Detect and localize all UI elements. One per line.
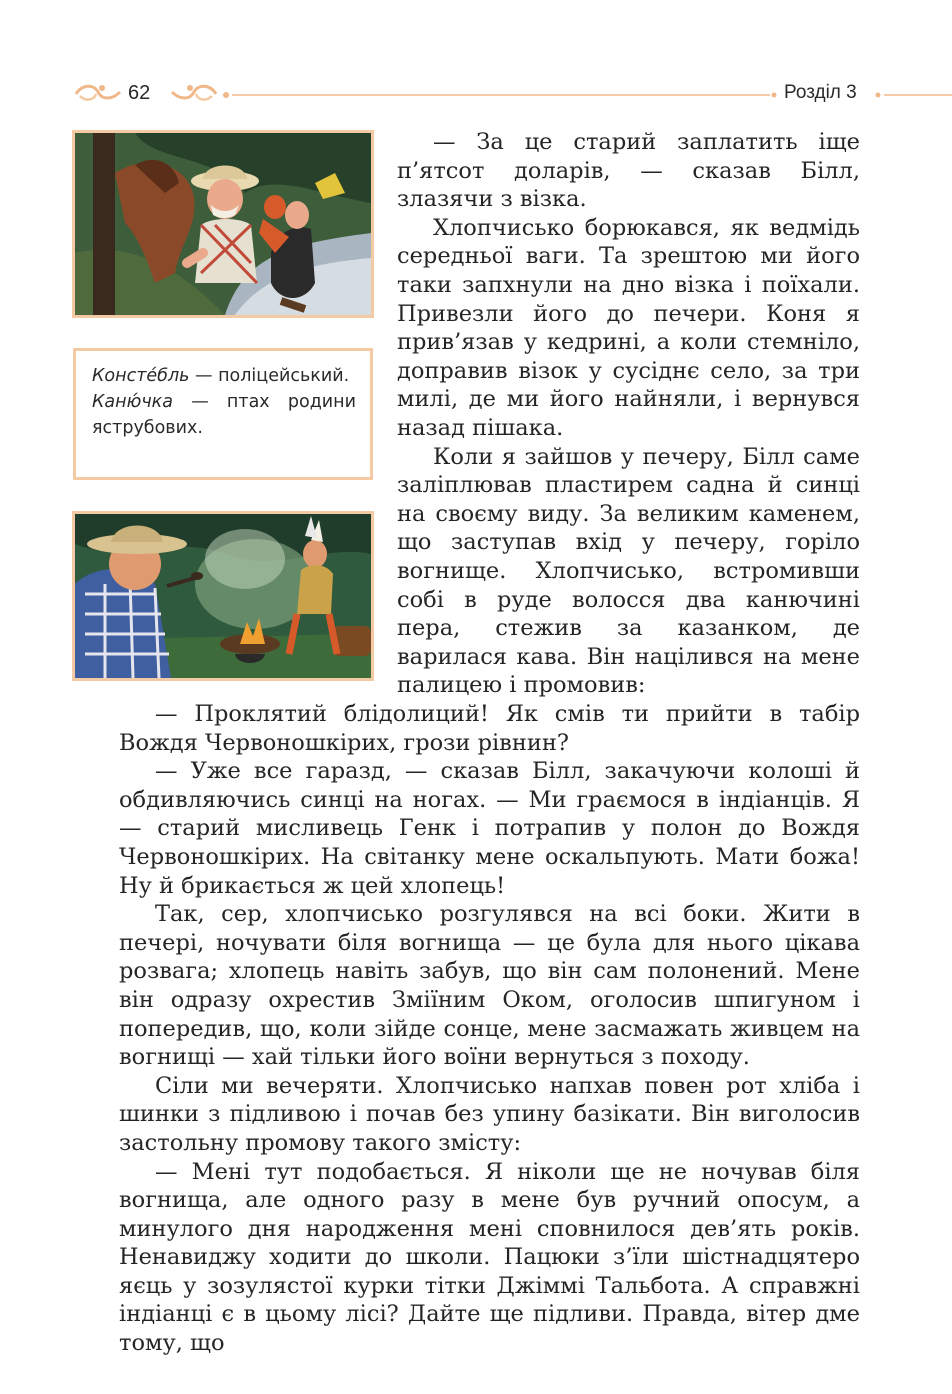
paragraph: Сіли ми вечеряти. Хлопчисько напхав повен рот хліба і шинки з підливою і почав без упину базікати. Він виголосив застольну промову такого змісту:	[119, 1072, 860, 1156]
paragraph: — Проклятий блідолиций! Як смів ти прийти в табір Вождя Червоношкірих, грози рівнин?	[119, 701, 860, 756]
paragraph: — Мені тут подобається. Я ніколи ще не ночував біля вогнища, але одного разу в мене був ручний опосум, а минулого дня народження мені сповнилося дев’ять років. Ненавиджу ходити до школи. Пацюки з’їли шістнадцятеро яєць у зозулястої курки тітки Джіммі Тальбота. А справжні індіанці є в цьому лісі? Дайте ще підливи. Правда, вітер дме тому, що	[119, 1158, 860, 1357]
glossary-box	[73, 348, 373, 480]
glossary-definition: — птах родини яструбових.	[92, 392, 356, 438]
glossary-entry	[92, 389, 356, 441]
campfire-illustration	[72, 511, 374, 681]
glossary-entry	[92, 363, 356, 389]
page-header	[0, 0, 952, 120]
left-ornament-icon	[72, 80, 124, 106]
section-label: Розділ 3	[784, 82, 857, 103]
cowboy-horse-illustration	[72, 130, 374, 318]
page-number: 62	[128, 82, 151, 104]
paragraph: Так, сер, хлопчисько розгулявся на всі боки. Жити в печері, ночувати біля вогнища — це була для нього цікава розвага; хлопець навіть забув, що він сам полонений. Мене він одразу охрестив Зміїним Оком, оголосив шпигуном і попередив, що, коли зійде сонце, мене засмажать живцем на вогнищі — хай тільки його воїни вернуться з походу.	[119, 901, 860, 1071]
right-ornament-icon	[168, 80, 220, 106]
glossary-term: Консте́бль	[92, 366, 190, 386]
paragraph: Хлопчисько борюкався, як ведмідь середньої ваги. Та зрештою ми його таки запхнули на дно візка і поїхали. Привезли його до печери. Коня я прив’язав у кедрині, а коли стемніло, доправив візок у сусіднє село, за три милі, де ми його найняли, і вернувся назад пішака.	[397, 214, 860, 441]
glossary-definition: — поліцейський.	[195, 366, 350, 386]
paragraph: — Уже все гаразд, — сказав Білл, закачуючи колоші й обдивляючись синці на ногах. — Ми граємося в індіанців. Я — старий мисливець Генк і потрапив у полон до Вождя Червоношкірих. На світанку мене оскальпують. Мати божа! Ну й брикається ж цей хлопець!	[119, 758, 860, 899]
paragraph: — За це старий заплатить іще п’ятсот доларів, — сказав Білл, злазячи з візка.	[397, 129, 860, 213]
paragraph: Коли я зайшов у печеру, Білл саме заліплював пластирем садна й синці на своєму виду. За великим каменем, що заступав вхід у печеру, горіло вогнище. Хлопчисько, встромивши собі в руде волосся два канючині пера, стежив за казанком, де варилася кава. Він націлився на мене палицею і промовив:	[397, 443, 860, 699]
column-text	[397, 128, 860, 700]
full-width-text	[119, 700, 860, 1358]
glossary-term: Каню́чка	[92, 392, 173, 412]
